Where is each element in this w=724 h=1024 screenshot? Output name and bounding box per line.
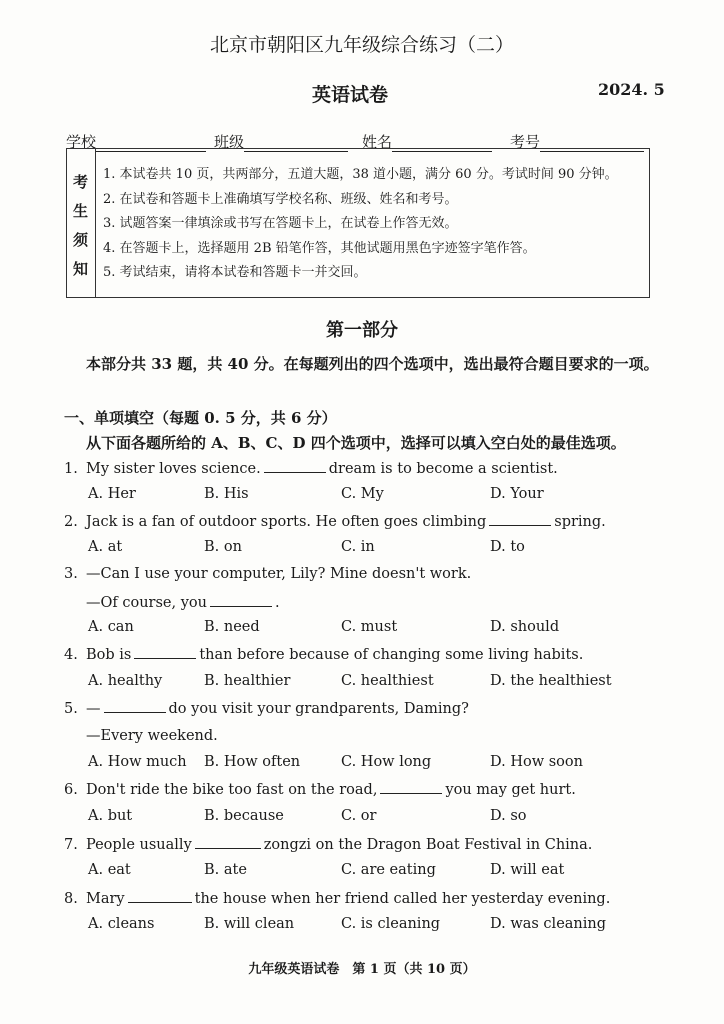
question-text: —Of course, you — [86, 595, 207, 611]
question-text: —Every weekend. — [86, 728, 218, 744]
answer-option: D. will eat — [490, 862, 565, 878]
question-line — [64, 890, 610, 907]
answer-blank — [210, 594, 272, 607]
notice-label — [67, 149, 96, 297]
notice-label-char: 须 — [73, 231, 89, 249]
question-text: the house when her friend called her yesterday evening. — [194, 891, 611, 907]
question-text: Bob is — [86, 647, 132, 663]
question-number: 4. — [64, 647, 78, 663]
notice-label-char: 知 — [73, 260, 89, 278]
question-text: do you visit your grandparents, Daming? — [168, 701, 469, 717]
question-line — [64, 781, 576, 798]
answer-option: A. Her — [88, 486, 136, 502]
question-line — [64, 513, 606, 530]
answer-option: D. should — [490, 619, 560, 635]
answer-option: A. but — [88, 808, 133, 824]
exam-title: 北京市朝阳区九年级综合练习（二） — [209, 34, 514, 56]
answer-option: D. the healthiest — [490, 673, 612, 689]
answer-blank — [489, 513, 551, 526]
part-intro: 本部分共 33 题，共 40 分。在每题列出的四个选项中，选出最符合题目要求的一项。 — [86, 355, 659, 373]
answer-option: B. because — [204, 808, 284, 824]
exam-number-label: 考号 — [510, 133, 541, 151]
notice-item: 2. 在试卷和答题卡上准确填写学校名称、班级、姓名和考号。 — [103, 191, 458, 207]
answer-option: D. Your — [490, 486, 544, 502]
name-label: 姓名 — [362, 133, 393, 151]
question-line — [64, 728, 218, 744]
answer-option: D. to — [490, 539, 525, 555]
question-number: 1. — [64, 461, 78, 477]
question-number: 3. — [64, 566, 78, 582]
notice-list — [103, 163, 618, 286]
class-label: 班级 — [214, 133, 245, 151]
question-text: than before because of changing some living habits. — [199, 647, 584, 663]
answer-blank — [128, 890, 192, 903]
notice-label-char: 考 — [73, 173, 89, 191]
answer-option: A. How much — [88, 754, 187, 770]
question-line — [64, 700, 469, 717]
answer-option: D. was cleaning — [490, 916, 607, 932]
answer-option: C. is cleaning — [341, 916, 441, 932]
notice-item: 5. 考试结束，请将本试卷和答题卡一并交回。 — [103, 265, 367, 280]
section-instruction: 从下面各题所给的 A、B、C、D 四个选项中，选择可以填入空白处的最佳选项。 — [86, 434, 626, 452]
exam-notice-box — [66, 148, 650, 298]
question-number: 7. — [64, 837, 78, 853]
question-text: —Can I use your computer, Lily? Mine doesn't work. — [86, 566, 472, 582]
exam-date: 2024. 5 — [598, 80, 665, 99]
answer-option: C. in — [341, 539, 375, 555]
answer-option: B. healthier — [204, 673, 291, 689]
exam-subtitle: 英语试卷 — [312, 84, 389, 106]
question-text: . — [274, 595, 280, 611]
answer-option: C. are eating — [341, 862, 436, 878]
question-text: — — [86, 701, 101, 717]
answer-blank — [134, 646, 196, 659]
page-footer: 九年级英语试卷 第 1 页（共 10 页） — [248, 962, 476, 977]
answer-option: A. cleans — [88, 916, 155, 932]
question-number: 5. — [64, 701, 78, 717]
answer-blank — [264, 460, 326, 473]
question-text: My sister loves science. — [86, 461, 261, 477]
answer-blank — [380, 781, 442, 794]
question-number: 2. — [64, 514, 78, 530]
question-text: spring. — [554, 514, 606, 530]
question-text: People usually — [86, 837, 192, 853]
answer-option: C. My — [341, 486, 384, 502]
answer-option: C. healthiest — [341, 673, 434, 689]
answer-option: C. must — [341, 619, 398, 635]
section-heading: 一、单项填空（每题 0. 5 分，共 6 分） — [64, 409, 337, 427]
question-text: dream is to become a scientist. — [328, 461, 558, 477]
question-line — [64, 566, 471, 582]
answer-option: B. need — [204, 619, 260, 635]
answer-option: B. will clean — [204, 916, 295, 932]
question-number: 6. — [64, 782, 78, 798]
answer-option: B. His — [204, 486, 249, 502]
question-text: zongzi on the Dragon Boat Festival in China. — [263, 837, 593, 853]
answer-option: D. so — [490, 808, 527, 824]
question-text: Mary — [86, 891, 125, 907]
notice-item: 1. 本试卷共 10 页，共两部分，五道大题，38 道小题，满分 60 分。考试时间 90 分钟。 — [103, 167, 618, 182]
answer-option: B. on — [204, 539, 242, 555]
notice-item: 4. 在答题卡上，选择题用 2B 铅笔作答，其他试题用黑色字迹签字笔作答。 — [103, 240, 536, 256]
notice-item: 3. 试题答案一律填涂或书写在答题卡上，在试卷上作答无效。 — [103, 216, 458, 231]
question-text: Don't ride the bike too fast on the road, — [86, 782, 378, 798]
question-number: 8. — [64, 891, 78, 907]
answer-blank — [104, 700, 166, 713]
answer-option: D. How soon — [490, 754, 583, 770]
answer-option: C. or — [341, 808, 377, 824]
school-label: 学校 — [66, 133, 97, 151]
part-heading: 第一部分 — [326, 320, 398, 341]
answer-blank — [195, 836, 261, 849]
answer-option: A. healthy — [88, 673, 163, 689]
answer-option: A. at — [88, 539, 123, 555]
question-line — [64, 460, 558, 477]
answer-option: C. How long — [341, 754, 432, 770]
question-line — [64, 836, 592, 853]
question-line — [64, 594, 280, 611]
answer-option: A. can — [88, 619, 134, 635]
question-text: Jack is a fan of outdoor sports. He often goes climbing — [86, 514, 487, 530]
question-line — [64, 646, 583, 663]
answer-option: A. eat — [88, 862, 131, 878]
notice-label-char: 生 — [73, 202, 89, 220]
answer-option: B. How often — [204, 754, 301, 770]
answer-option: B. ate — [204, 862, 247, 878]
question-text: you may get hurt. — [445, 782, 576, 798]
